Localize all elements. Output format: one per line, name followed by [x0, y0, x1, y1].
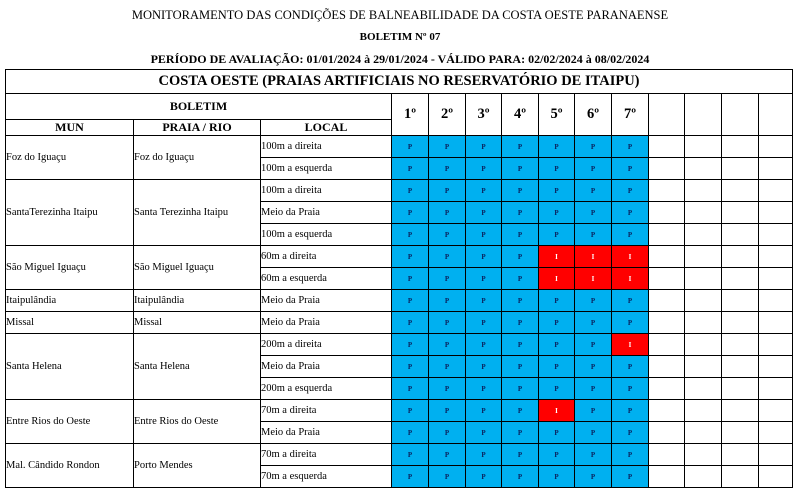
status-cell-empty	[685, 180, 722, 202]
col-header-mun: MUN	[6, 120, 134, 136]
status-cell-propria: P	[466, 466, 502, 488]
status-cell-empty	[759, 290, 793, 312]
status-cell-propria: P	[502, 422, 539, 444]
status-cell-propria: P	[539, 136, 575, 158]
status-cell-impropria: I	[612, 246, 649, 268]
table-row	[6, 334, 793, 356]
status-cell-propria: P	[502, 180, 539, 202]
status-cell-empty	[649, 444, 685, 466]
status-cell-empty	[722, 290, 759, 312]
status-cell-propria: P	[466, 246, 502, 268]
status-cell-empty	[685, 268, 722, 290]
location-cell: 70m a esquerda	[261, 466, 392, 488]
status-cell-impropria: I	[612, 334, 649, 356]
beach-cell: Entre Rios do Oeste	[134, 400, 261, 444]
status-cell-propria: P	[575, 466, 612, 488]
status-cell-propria: P	[539, 202, 575, 224]
status-cell-propria: P	[466, 158, 502, 180]
status-cell-empty	[759, 158, 793, 180]
status-cell-propria: P	[466, 378, 502, 400]
status-cell-propria: P	[502, 224, 539, 246]
status-cell-propria: P	[466, 290, 502, 312]
status-cell-empty	[722, 158, 759, 180]
status-cell-empty	[649, 356, 685, 378]
status-cell-propria: P	[466, 312, 502, 334]
status-cell-propria: P	[466, 136, 502, 158]
status-cell-propria: P	[502, 136, 539, 158]
table-row	[6, 444, 793, 466]
status-cell-propria: P	[575, 378, 612, 400]
status-cell-propria: P	[539, 180, 575, 202]
status-cell-propria: P	[429, 466, 466, 488]
status-cell-propria: P	[502, 312, 539, 334]
status-cell-empty	[759, 444, 793, 466]
status-cell-propria: P	[612, 312, 649, 334]
status-cell-propria: P	[502, 202, 539, 224]
status-cell-empty	[722, 180, 759, 202]
status-cell-empty	[649, 202, 685, 224]
status-cell-impropria: I	[575, 268, 612, 290]
status-cell-propria: P	[575, 400, 612, 422]
status-cell-empty	[722, 202, 759, 224]
status-cell-propria: P	[539, 422, 575, 444]
status-cell-empty	[649, 290, 685, 312]
status-cell-empty	[649, 136, 685, 158]
status-cell-propria: P	[612, 224, 649, 246]
status-cell-empty	[722, 246, 759, 268]
status-cell-empty	[722, 400, 759, 422]
municipality-cell: Santa Helena	[6, 334, 134, 400]
status-cell-propria: P	[429, 224, 466, 246]
status-cell-empty	[759, 180, 793, 202]
municipality-cell: SantaTerezinha Itaipu	[6, 180, 134, 246]
status-cell-propria: P	[502, 356, 539, 378]
beach-cell: Porto Mendes	[134, 444, 261, 488]
status-cell-propria: P	[466, 268, 502, 290]
status-cell-empty	[649, 378, 685, 400]
status-cell-empty	[649, 400, 685, 422]
beach-cell: Santa Helena	[134, 334, 261, 400]
location-cell: 200m a esquerda	[261, 378, 392, 400]
status-cell-propria: P	[575, 356, 612, 378]
status-cell-propria: P	[612, 202, 649, 224]
day-header-8	[649, 94, 685, 136]
day-header-1: 1º	[392, 94, 429, 136]
status-cell-propria: P	[575, 444, 612, 466]
status-cell-propria: P	[392, 444, 429, 466]
status-cell-propria: P	[392, 268, 429, 290]
status-cell-propria: P	[502, 400, 539, 422]
municipality-cell: Foz do Iguaçu	[6, 136, 134, 180]
status-cell-propria: P	[466, 422, 502, 444]
evaluation-period: PERÍODO DE AVALIAÇÃO: 01/01/2024 à 29/01/2024 - VÁLIDO PARA: 02/02/2024 à 08/02/2024	[150, 52, 650, 66]
table-row	[6, 180, 793, 202]
status-cell-propria: P	[612, 400, 649, 422]
status-cell-propria: P	[575, 202, 612, 224]
day-header-11	[759, 94, 793, 136]
status-cell-empty	[685, 136, 722, 158]
status-cell-propria: P	[466, 334, 502, 356]
status-cell-propria: P	[392, 246, 429, 268]
status-cell-propria: P	[466, 356, 502, 378]
status-cell-empty	[685, 224, 722, 246]
status-cell-propria: P	[539, 290, 575, 312]
status-cell-propria: P	[502, 444, 539, 466]
status-cell-empty	[759, 246, 793, 268]
day-header-4: 4º	[502, 94, 539, 136]
municipality-cell: Missal	[6, 312, 134, 334]
status-cell-empty	[722, 378, 759, 400]
status-cell-propria: P	[502, 158, 539, 180]
status-cell-empty	[685, 444, 722, 466]
status-cell-propria: P	[429, 334, 466, 356]
status-cell-empty	[722, 136, 759, 158]
status-cell-propria: P	[612, 444, 649, 466]
status-cell-propria: P	[502, 268, 539, 290]
status-cell-propria: P	[429, 356, 466, 378]
status-cell-empty	[759, 312, 793, 334]
status-cell-propria: P	[612, 158, 649, 180]
status-cell-propria: P	[392, 334, 429, 356]
status-cell-propria: P	[429, 422, 466, 444]
status-cell-propria: P	[466, 444, 502, 466]
boletim-label: BOLETIM	[6, 94, 392, 120]
day-header-3: 3º	[466, 94, 502, 136]
status-cell-propria: P	[502, 290, 539, 312]
status-cell-empty	[722, 444, 759, 466]
table-row	[6, 246, 793, 268]
status-cell-empty	[722, 312, 759, 334]
status-cell-empty	[685, 400, 722, 422]
table-row	[6, 400, 793, 422]
status-cell-propria: P	[575, 422, 612, 444]
status-cell-impropria: I	[612, 268, 649, 290]
status-cell-propria: P	[392, 466, 429, 488]
table-row	[6, 290, 793, 312]
status-cell-propria: P	[575, 158, 612, 180]
status-cell-empty	[685, 466, 722, 488]
status-cell-propria: P	[392, 290, 429, 312]
location-cell: 60m a esquerda	[261, 268, 392, 290]
status-cell-empty	[759, 224, 793, 246]
status-cell-propria: P	[575, 312, 612, 334]
status-cell-propria: P	[429, 268, 466, 290]
status-cell-empty	[685, 202, 722, 224]
status-cell-empty	[685, 158, 722, 180]
status-cell-propria: P	[575, 180, 612, 202]
status-cell-propria: P	[392, 158, 429, 180]
day-header-9	[685, 94, 722, 136]
status-cell-propria: P	[612, 466, 649, 488]
status-cell-empty	[685, 312, 722, 334]
status-cell-propria: P	[539, 444, 575, 466]
status-cell-propria: P	[502, 466, 539, 488]
status-cell-propria: P	[429, 444, 466, 466]
status-cell-propria: P	[429, 378, 466, 400]
beach-cell: Itaipulândia	[134, 290, 261, 312]
location-cell: 200m a direita	[261, 334, 392, 356]
location-cell: 70m a direita	[261, 400, 392, 422]
status-cell-propria: P	[392, 224, 429, 246]
status-cell-propria: P	[612, 290, 649, 312]
day-header-2: 2º	[429, 94, 466, 136]
status-cell-empty	[649, 312, 685, 334]
municipality-cell: Itaipulândia	[6, 290, 134, 312]
status-cell-impropria: I	[539, 268, 575, 290]
day-header-5: 5º	[539, 94, 575, 136]
status-cell-propria: P	[612, 378, 649, 400]
status-cell-propria: P	[539, 356, 575, 378]
status-cell-propria: P	[429, 202, 466, 224]
status-cell-propria: P	[539, 466, 575, 488]
status-cell-propria: P	[392, 202, 429, 224]
location-cell: Meio da Praia	[261, 422, 392, 444]
status-cell-empty	[722, 268, 759, 290]
status-cell-propria: P	[392, 378, 429, 400]
status-cell-empty	[685, 246, 722, 268]
location-cell: Meio da Praia	[261, 290, 392, 312]
status-cell-empty	[649, 158, 685, 180]
status-cell-empty	[759, 400, 793, 422]
status-cell-empty	[685, 334, 722, 356]
day-header-6: 6º	[575, 94, 612, 136]
day-header-7: 7º	[612, 94, 649, 136]
status-cell-impropria: I	[539, 246, 575, 268]
location-cell: 70m a direita	[261, 444, 392, 466]
status-cell-propria: P	[539, 224, 575, 246]
status-cell-propria: P	[392, 136, 429, 158]
status-cell-empty	[685, 356, 722, 378]
status-cell-empty	[722, 224, 759, 246]
status-cell-propria: P	[392, 312, 429, 334]
status-cell-propria: P	[429, 400, 466, 422]
status-cell-propria: P	[466, 202, 502, 224]
location-cell: 100m a direita	[261, 136, 392, 158]
location-cell: 100m a esquerda	[261, 158, 392, 180]
status-cell-propria: P	[502, 378, 539, 400]
table-title: COSTA OESTE (PRAIAS ARTIFICIAIS NO RESERVATÓRIO DE ITAIPU)	[6, 70, 793, 94]
balneability-table	[5, 69, 793, 488]
status-cell-empty	[759, 466, 793, 488]
status-cell-empty	[759, 378, 793, 400]
status-cell-propria: P	[539, 334, 575, 356]
status-cell-propria: P	[392, 180, 429, 202]
day-header-10	[722, 94, 759, 136]
status-cell-propria: P	[612, 356, 649, 378]
table-body	[6, 136, 793, 488]
status-cell-empty	[759, 356, 793, 378]
status-cell-propria: P	[539, 312, 575, 334]
status-cell-propria: P	[429, 136, 466, 158]
status-cell-empty	[649, 422, 685, 444]
status-cell-propria: P	[466, 224, 502, 246]
status-cell-propria: P	[466, 180, 502, 202]
status-cell-empty	[759, 268, 793, 290]
col-header-praia: PRAIA / RIO	[134, 120, 261, 136]
beach-cell: Foz do Iguaçu	[134, 136, 261, 180]
status-cell-propria: P	[502, 246, 539, 268]
status-cell-propria: P	[466, 400, 502, 422]
status-cell-empty	[685, 422, 722, 444]
status-cell-propria: P	[539, 158, 575, 180]
status-cell-empty	[649, 466, 685, 488]
beach-cell: São Miguel Iguaçu	[134, 246, 261, 290]
status-cell-empty	[722, 356, 759, 378]
status-cell-propria: P	[429, 158, 466, 180]
location-cell: 100m a esquerda	[261, 224, 392, 246]
status-cell-propria: P	[612, 136, 649, 158]
location-cell: Meio da Praia	[261, 202, 392, 224]
status-cell-empty	[649, 224, 685, 246]
status-cell-propria: P	[429, 312, 466, 334]
status-cell-empty	[759, 422, 793, 444]
location-cell: 60m a direita	[261, 246, 392, 268]
status-cell-propria: P	[575, 136, 612, 158]
location-cell: Meio da Praia	[261, 312, 392, 334]
status-cell-empty	[685, 378, 722, 400]
status-cell-propria: P	[502, 334, 539, 356]
bulletin-number: BOLETIM Nº 07	[359, 31, 441, 43]
status-cell-empty	[722, 334, 759, 356]
status-cell-propria: P	[612, 422, 649, 444]
status-cell-propria: P	[575, 224, 612, 246]
status-cell-impropria: I	[575, 246, 612, 268]
status-cell-empty	[649, 268, 685, 290]
status-cell-empty	[759, 136, 793, 158]
status-cell-propria: P	[429, 290, 466, 312]
location-cell: 100m a direita	[261, 180, 392, 202]
status-cell-empty	[759, 202, 793, 224]
status-cell-impropria: I	[539, 400, 575, 422]
status-cell-empty	[649, 334, 685, 356]
status-cell-empty	[759, 334, 793, 356]
report-title: MONITORAMENTO DAS CONDIÇÕES DE BALNEABILIDADE DA COSTA OESTE PARANAENSE	[131, 8, 669, 22]
table-row	[6, 136, 793, 158]
status-cell-propria: P	[429, 246, 466, 268]
status-cell-empty	[685, 290, 722, 312]
beach-cell: Santa Terezinha Itaipu	[134, 180, 261, 246]
status-cell-propria: P	[392, 356, 429, 378]
status-cell-propria: P	[392, 400, 429, 422]
status-cell-propria: P	[539, 378, 575, 400]
municipality-cell: Entre Rios do Oeste	[6, 400, 134, 444]
status-cell-propria: P	[429, 180, 466, 202]
status-cell-empty	[649, 246, 685, 268]
status-cell-empty	[649, 180, 685, 202]
location-cell: Meio da Praia	[261, 356, 392, 378]
municipality-cell: São Miguel Iguaçu	[6, 246, 134, 290]
status-cell-propria: P	[575, 290, 612, 312]
status-cell-propria: P	[612, 180, 649, 202]
beach-cell: Missal	[134, 312, 261, 334]
municipality-cell: Mal. Cândido Rondon	[6, 444, 134, 488]
status-cell-empty	[722, 422, 759, 444]
table-row	[6, 312, 793, 334]
status-cell-empty	[722, 466, 759, 488]
status-cell-propria: P	[392, 422, 429, 444]
col-header-local: LOCAL	[261, 120, 392, 136]
status-cell-propria: P	[575, 334, 612, 356]
